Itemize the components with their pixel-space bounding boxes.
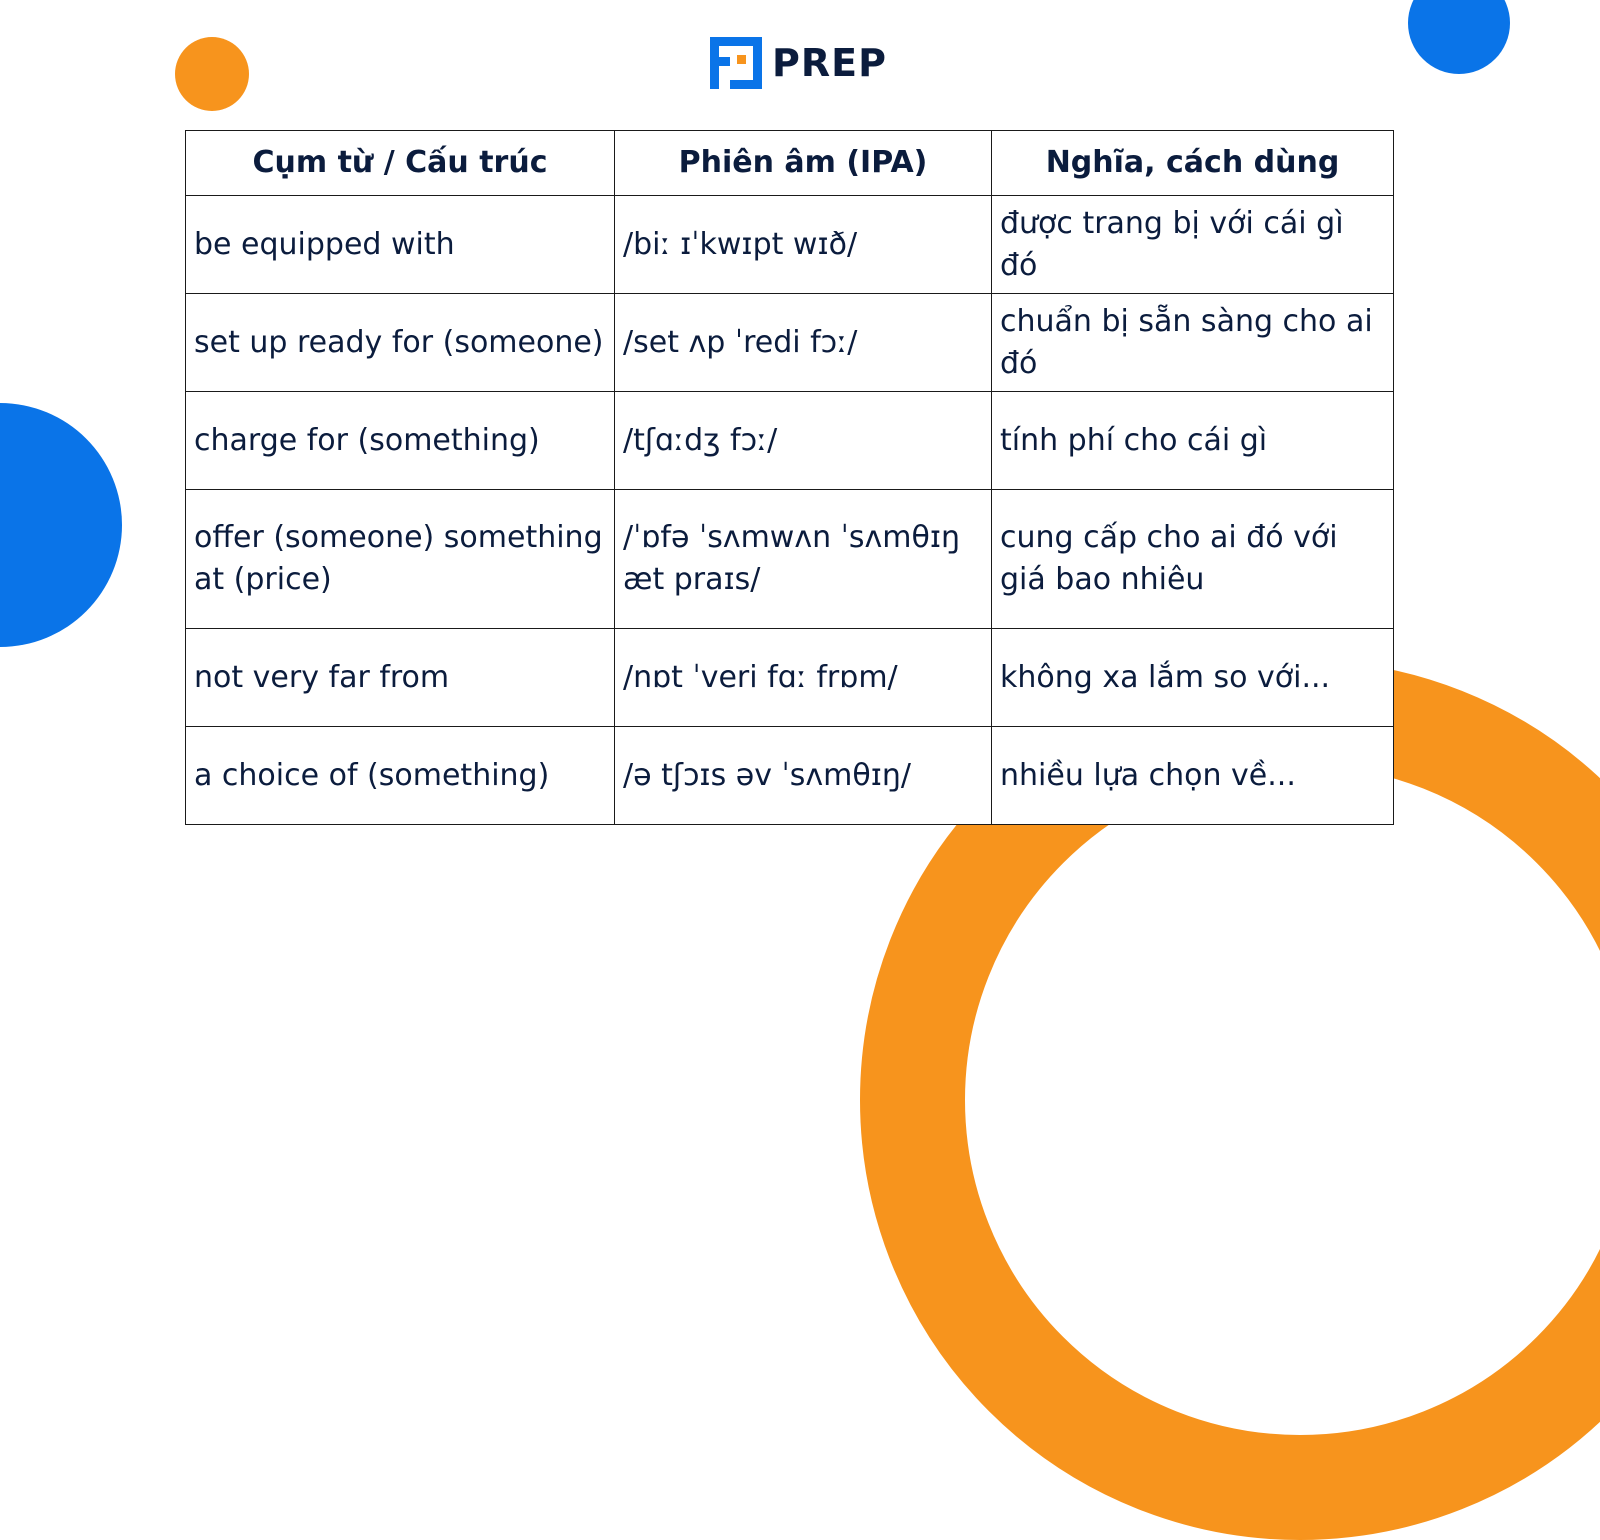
prep-logo <box>710 37 887 89</box>
table-row <box>186 196 1394 294</box>
cell-meaning: chuẩn bị sẵn sàng cho ai đó <box>992 294 1394 392</box>
cell-phrase: a choice of (something) <box>186 727 615 825</box>
cell-ipa: /ə tʃɔɪs əv ˈsʌmθɪŋ/ <box>615 727 992 825</box>
prep-logo-text: PREP <box>772 41 887 85</box>
decorative-orange-circle <box>175 37 249 111</box>
cell-phrase: charge for (something) <box>186 392 615 490</box>
cell-ipa: /biː ɪˈkwɪpt wɪð/ <box>615 196 992 294</box>
cell-ipa: /tʃɑːdʒ fɔː/ <box>615 392 992 490</box>
decorative-blue-circle-top <box>1408 0 1510 74</box>
prep-logo-icon <box>710 37 762 89</box>
cell-phrase: not very far from <box>186 629 615 727</box>
cell-meaning: cung cấp cho ai đó với giá bao nhiêu <box>992 490 1394 629</box>
table-row <box>186 392 1394 490</box>
table-row <box>186 294 1394 392</box>
header-meaning: Nghĩa, cách dùng <box>992 131 1394 196</box>
cell-meaning: được trang bị với cái gì đó <box>992 196 1394 294</box>
cell-meaning: không xa lắm so với... <box>992 629 1394 727</box>
cell-phrase: set up ready for (someone) <box>186 294 615 392</box>
cell-meaning: nhiều lựa chọn về... <box>992 727 1394 825</box>
cell-ipa: /nɒt ˈveri fɑː frɒm/ <box>615 629 992 727</box>
header-ipa: Phiên âm (IPA) <box>615 131 992 196</box>
cell-ipa: /set ʌp ˈredi fɔː/ <box>615 294 992 392</box>
decorative-blue-circle-left <box>0 403 122 647</box>
header-phrase: Cụm từ / Cấu trúc <box>186 131 615 196</box>
vocabulary-table <box>185 130 1394 825</box>
table-header-row <box>186 131 1394 196</box>
cell-ipa: /ˈɒfə ˈsʌmwʌn ˈsʌmθɪŋ æt praɪs/ <box>615 490 992 629</box>
cell-meaning: tính phí cho cái gì <box>992 392 1394 490</box>
cell-phrase: be equipped with <box>186 196 615 294</box>
table-row <box>186 490 1394 629</box>
table-row <box>186 629 1394 727</box>
cell-phrase: offer (someone) something at (price) <box>186 490 615 629</box>
table-row <box>186 727 1394 825</box>
